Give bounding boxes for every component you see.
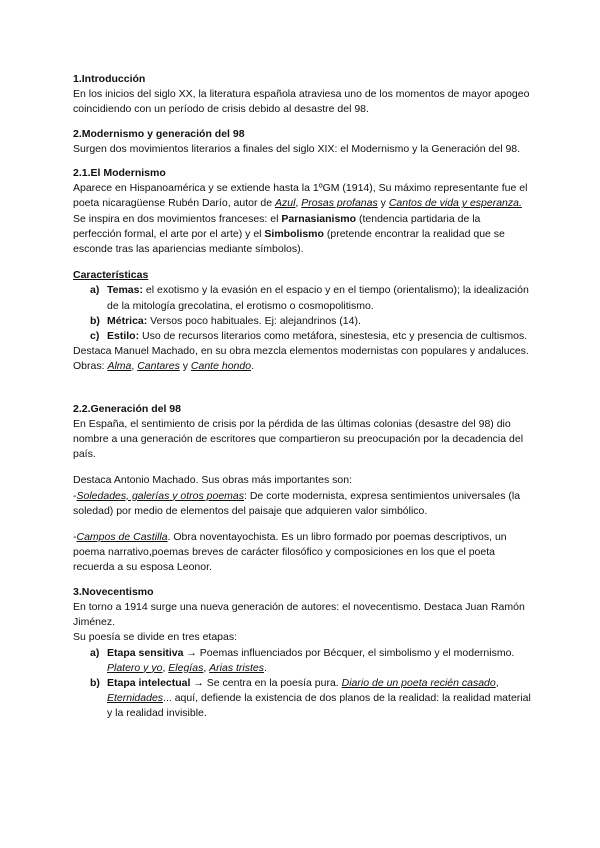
generacion-98-body: En España, el sentimiento de crisis por la pérdida de las últimas colonias (desastre del 98) dio nombre a una generación de escritores que compartieron su preocupación por la decadencia del país. xyxy=(73,417,524,461)
caracteristicas-title: Características xyxy=(73,269,149,282)
obra-soledades: -Soledades, galerías y otros poemas: De corte modernista, expresa sentimientos universales (la soledad) por medio de elementos del paisaje que adquieren valor simbólico. xyxy=(73,489,521,517)
term-simbolismo: Simbolismo xyxy=(264,227,324,240)
modernismo-paragraph-2: Se inspira en dos movimientos franceses: el Parnasianismo (tendencia partidaria de la perfección formal, el arte por el arte) y el Simbolismo (pretende encontrar la realidad que se esconde tras las apariencias mediante símbolos). xyxy=(73,212,505,256)
etapa-sensitiva-item: a) Etapa sensitiva → Poemas influenciados por Bécquer, el simbolismo y el modernismo. Platero y yo, Elegías, Arias tristes. xyxy=(90,646,515,674)
section-novecentismo-title: 3.Novecentismo xyxy=(73,585,154,598)
caracteristica-item: b) Métrica: Versos poco habituales. Ej: alejandrinos (14). xyxy=(90,314,361,327)
work-cantos-de-vida: Cantos de vida y esperanza. xyxy=(388,197,522,210)
section-introduccion-title: 1.Introducción xyxy=(73,73,146,85)
term-parnasianismo: Parnasianismo xyxy=(281,212,357,225)
manuel-machado-paragraph: Destaca Manuel Machado, en su obra mezcla elementos modernistas con populares y andaluces. Obras: Alma, Cantares y Cante hondo. xyxy=(73,345,529,373)
caracteristica-item: a) Temas: el exotismo y la evasión en el espacio y en el tiempo (orientalismo); la idealización de la mitología grecolatina, el erotismo o cosmopolitismo. xyxy=(90,284,529,312)
section-modernismo-generacion-body: Surgen dos movimientos literarios a finales del siglo XIX: el Modernismo y la Generación del 98. xyxy=(73,142,521,155)
work-prosas-profanas: Prosas profanas xyxy=(301,197,378,210)
caracteristica-item: c) Estilo: Uso de recursos literarios como metáfora, sinestesia, etc y presencia de cultismos. xyxy=(90,330,528,343)
etapas-list xyxy=(73,646,531,722)
caracteristicas-list xyxy=(73,283,531,344)
antonio-machado-intro: Destaca Antonio Machado. Sus obras más importantes son: xyxy=(73,474,352,487)
work-cantares: Cantares xyxy=(137,360,180,373)
novecentismo-body: En torno a 1914 surge una nueva generación de autores: el novecentismo. Destaca Juan Ramón Jiménez. xyxy=(73,600,525,629)
section-generacion-98-title: 2.2.Generación del 98 xyxy=(73,402,181,415)
obra-campos-de-castilla: -Campos de Castilla. Obra noventayochista. Es un libro formado por poemas descriptivos, un poema narrativo,poemas breves de carácter filosófico y composiciones en los que el poeta recuerda a su esposa Leonor. xyxy=(73,531,507,574)
document-page xyxy=(73,72,531,722)
section-modernismo-generacion-title: 2.Modernismo y generación del 98 xyxy=(73,127,245,140)
etapa-intelectual-item: b) Etapa intelectual → Se centra en la poesía pura. Diario de un poeta recién casado, Eternidades... aquí, defiende la existencia de dos planos de la realidad: la realidad material y la realidad invisible. xyxy=(90,676,531,720)
work-cante-hondo: Cante hondo xyxy=(190,360,252,373)
work-azul: Azul xyxy=(274,197,296,210)
section-el-modernismo-title: 2.1.El Modernismo xyxy=(73,167,166,180)
section-introduccion-body: En los inicios del siglo XX, la literatura española atraviesa uno de los momentos de mayor apogeo coincidiendo con un período de crisis debido al desastre del 98. xyxy=(73,88,530,116)
novecentismo-etapas-intro: Su poesía se divide en tres etapas: xyxy=(73,631,238,644)
work-alma: Alma xyxy=(107,360,132,373)
modernismo-paragraph-1: Aparece en Hispanoamérica y se extiende hasta la 1ºGM (1914), Su máximo representante fue el poeta nicaragüense Rubén Darío, autor de Azul, Prosas profanas y Cantos de vida y esperanza. xyxy=(73,182,528,210)
